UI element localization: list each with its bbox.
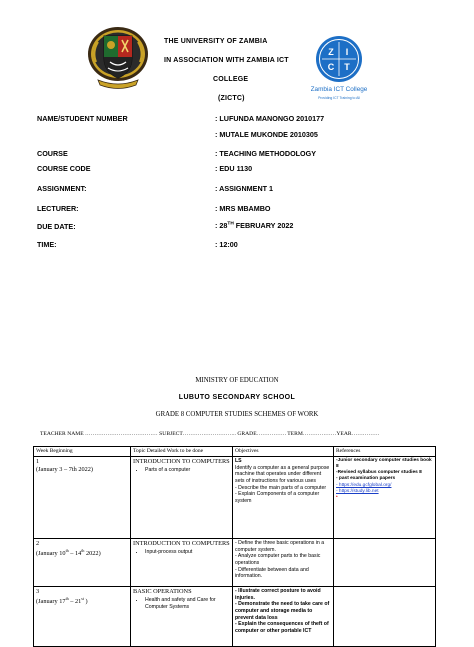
header-week-beginning: Week Beginning [34, 447, 131, 457]
subtopic-list [133, 549, 230, 556]
references-cell [334, 457, 436, 539]
due-date-suffix-sup: TH [227, 221, 234, 227]
table-header-row [34, 447, 436, 457]
week-date [36, 596, 128, 606]
week-cell [34, 457, 131, 539]
zictc-letter-z: Z [328, 47, 334, 57]
week-cell [34, 587, 131, 647]
field-value-course: : TEACHING METHODOLOGY [215, 149, 317, 158]
objectives-cell [233, 587, 334, 647]
teacher-details-line: TEACHER NAME ………………………………… SUBJECT……………………….. GRADE……………. TERM………………YEAR…………… [40, 431, 380, 437]
objective-item: - Demonstrate the need to take care of computer and storage media to prevent data loss [235, 601, 330, 621]
week-date-start: (January 17 [36, 598, 66, 606]
objective-item: - Differentiate between data and information. [235, 566, 309, 580]
objective-item: - Define the three basic operations in a computer system. [235, 540, 325, 553]
header-acronym: (ZICTC) [218, 95, 245, 102]
week-date [36, 548, 128, 558]
due-date-prefix: : 28 [215, 221, 228, 230]
scheme-title: GRADE 8 COMPUTER STUDIES SCHEMES OF WORK [155, 411, 319, 418]
week-date: (January 3 – 7th 2022) [36, 466, 94, 474]
zictc-letter-i: I [345, 47, 349, 57]
header-objectives: Objectives [233, 447, 334, 457]
school-heading: LUBUTO SECONDARY SCHOOL [178, 394, 296, 401]
week-date-start: (January 10 [36, 550, 66, 558]
field-value-course-code: : EDU 1130 [215, 164, 253, 173]
week-number: 1 [36, 458, 40, 466]
week-cell [34, 539, 131, 587]
subtopic-item: • Health and safety and Care for Computer Systems [145, 597, 230, 610]
table-row [34, 587, 436, 647]
subtopic-item: • Input-process output [145, 549, 230, 556]
field-label-time: TIME: [37, 240, 57, 249]
objective-item: - Explain the consequences of theft of computer or other portable ICT [235, 621, 329, 634]
reference-item: -Revised syllabus computer studies 8 [336, 470, 422, 476]
reference-link[interactable]: - https://edu.gcfglobal.org/ [336, 482, 392, 488]
zictc-logo-name: Zambia ICT College [311, 86, 367, 93]
red-mark: • [336, 494, 338, 500]
field-value-due-date [215, 221, 293, 230]
field-label-due-date: DUE DATE: [37, 222, 76, 231]
header-association: IN ASSOCIATION WITH ZAMBIA ICT [164, 57, 289, 64]
week-date-sup: th [81, 548, 85, 554]
references-cell [334, 539, 436, 587]
objectives-head: LS [235, 458, 242, 465]
scheme-of-work-table [33, 446, 436, 647]
week-date-end: ) [83, 598, 88, 606]
zictc-logo [311, 33, 367, 109]
topic-cell [131, 457, 233, 539]
topic-cell [131, 587, 233, 647]
objectives-cell [233, 457, 334, 539]
objectives-cell [233, 539, 334, 587]
header-references: References [334, 447, 436, 457]
topic-title: INTRODUCTION TO COMPUTERS [133, 458, 230, 466]
zictc-letter-t: T [344, 62, 350, 72]
header-university: THE UNIVERSITY OF ZAMBIA [164, 38, 268, 45]
field-value-assignment: : ASSIGNMENT 1 [215, 184, 274, 193]
subtopic-list [133, 597, 230, 610]
objective-item: - Analyze computer parts to the basic operations [235, 553, 321, 566]
table-row [34, 539, 436, 587]
header-college: COLLEGE [213, 76, 249, 83]
ministry-heading: MINISTRY OF EDUCATION [195, 377, 279, 384]
university-of-zambia-crest [86, 22, 150, 92]
field-label-assignment: ASSIGNMENT: [37, 184, 87, 193]
subtopic-list [133, 467, 230, 474]
field-label-course-code: COURSE CODE [37, 164, 91, 173]
due-date-month-year: FEBRUARY 2022 [233, 221, 294, 230]
week-date-sup: th [65, 596, 69, 602]
week-date-sup: th [65, 548, 69, 554]
reference-item: - past examination papers [336, 476, 396, 482]
topic-title: INTRODUCTION TO COMPUTERS [133, 540, 230, 548]
zictc-letter-c: C [327, 62, 335, 72]
field-label-lecturer: LECTURER: [37, 204, 79, 213]
reference-item: -Junior secondary computer studies book 8 [336, 458, 432, 470]
subtopic-item: • Parts of a computer [145, 467, 230, 474]
field-value-name-1: : LUFUNDA MANONGO 2010177 [215, 114, 325, 123]
objective-item: - Describe the main parts of a computer [235, 484, 327, 491]
week-date-end: 2022) [84, 550, 101, 558]
zictc-logo-tagline: Providing ICT Training to All [318, 96, 360, 100]
week-date-mid: – 21 [68, 598, 82, 606]
objective-item: - Explain Components of a computer system [235, 491, 320, 504]
topic-title: BASIC OPERATIONS [133, 588, 192, 596]
topic-cell [131, 539, 233, 587]
week-date-mid: – 14 [68, 550, 82, 558]
week-date-sup: st [81, 596, 84, 602]
table-row [34, 457, 436, 539]
field-value-time: : 12:00 [215, 240, 238, 249]
field-value-name-2: : MUTALE MUKONDE 2010305 [215, 130, 318, 139]
header-topic: Topic Detailed Work to be done [131, 447, 233, 457]
references-cell [334, 587, 436, 647]
objective-item: - Illustrate correct posture to avoid injuries. [235, 588, 321, 601]
objective-item: Identify a computer as a general purpose machine that operates under different sets of instructions for various uses [235, 464, 330, 484]
week-number: 2 [36, 540, 40, 548]
week-number: 3 [36, 588, 40, 596]
field-label-name: NAME/STUDENT NUMBER [37, 114, 128, 123]
reference-link[interactable]: - https://study.lib.net [336, 488, 379, 494]
field-label-course: COURSE [37, 149, 68, 158]
field-value-lecturer: : MRS MBAMBO [215, 204, 271, 213]
